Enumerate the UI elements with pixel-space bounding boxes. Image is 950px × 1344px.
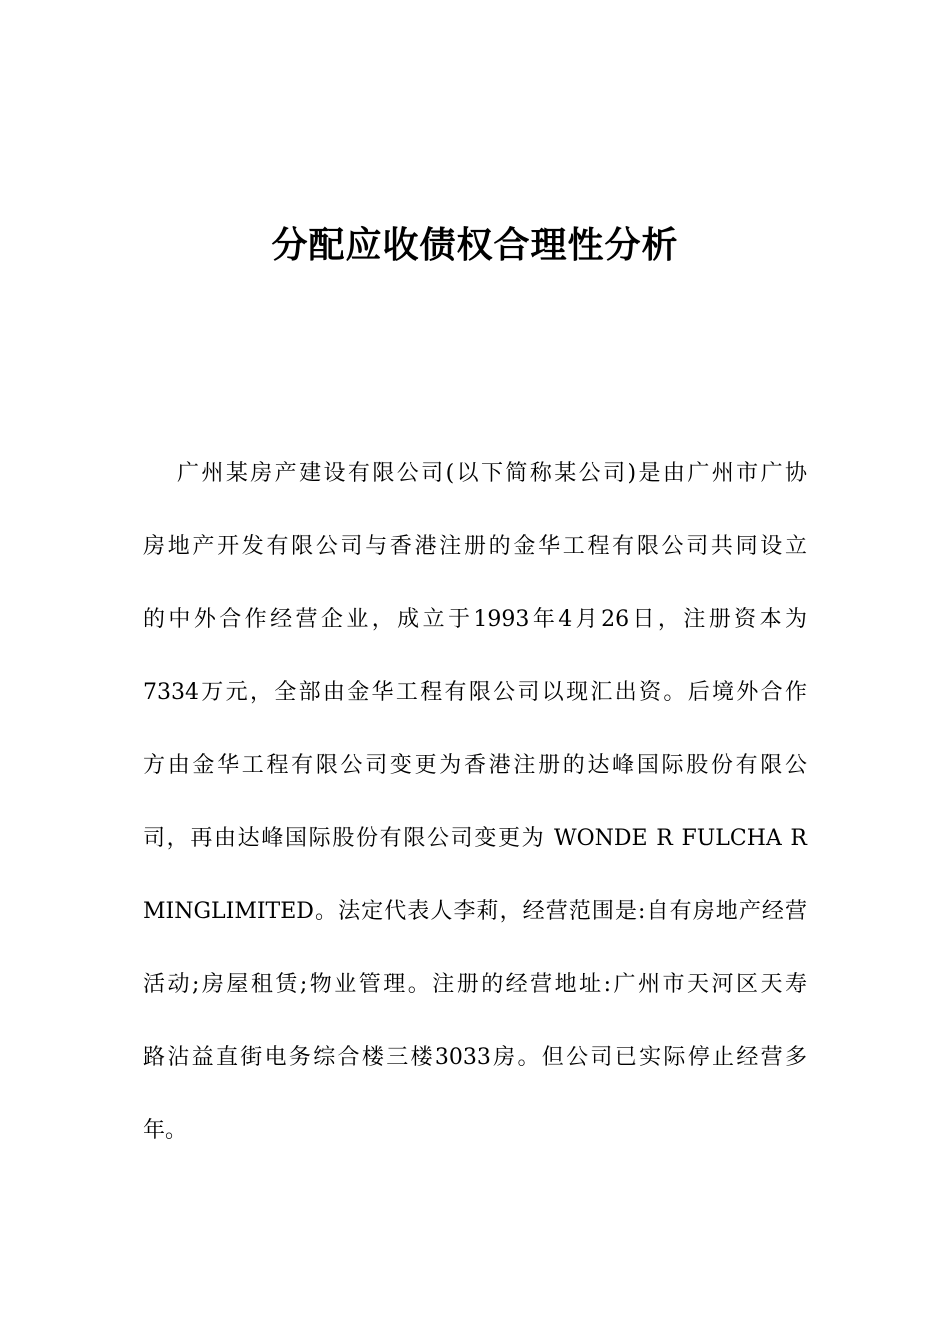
paragraph-line-6: 司，再由达峰国际股份有限公司变更为 WONDE R FULCHA R: [143, 826, 807, 851]
paragraph-line-2: 房地产开发有限公司与香港注册的金华工程有限公司共同设立: [143, 534, 807, 559]
paragraph-line-10: 年。: [143, 1118, 188, 1143]
paragraph-line-8: 活动;房屋租赁;物业管理。注册的经营地址:广州市天河区天寿: [143, 972, 807, 997]
paragraph-line-5: 方由金华工程有限公司变更为香港注册的达峰国际股份有限公: [143, 753, 807, 778]
document-paragraph: [143, 452, 807, 1182]
paragraph-line-9: 路沾益直街电务综合楼三楼3033房。但公司已实际停止经营多: [143, 1045, 807, 1070]
paragraph-line-7: MINGLIMITED。法定代表人李莉，经营范围是:自有房地产经营: [143, 899, 807, 924]
paragraph-line-1: 广州某房产建设有限公司(以下简称某公司)是由广州市广协: [177, 461, 807, 486]
document-title: 分配应收债权合理性分析: [271, 225, 679, 266]
paragraph-line-4: 7334万元，全部由金华工程有限公司以现汇出资。后境外合作: [143, 680, 807, 705]
paragraph-line-3: 的中外合作经营企业，成立于1993年4月26日，注册资本为: [143, 607, 807, 632]
